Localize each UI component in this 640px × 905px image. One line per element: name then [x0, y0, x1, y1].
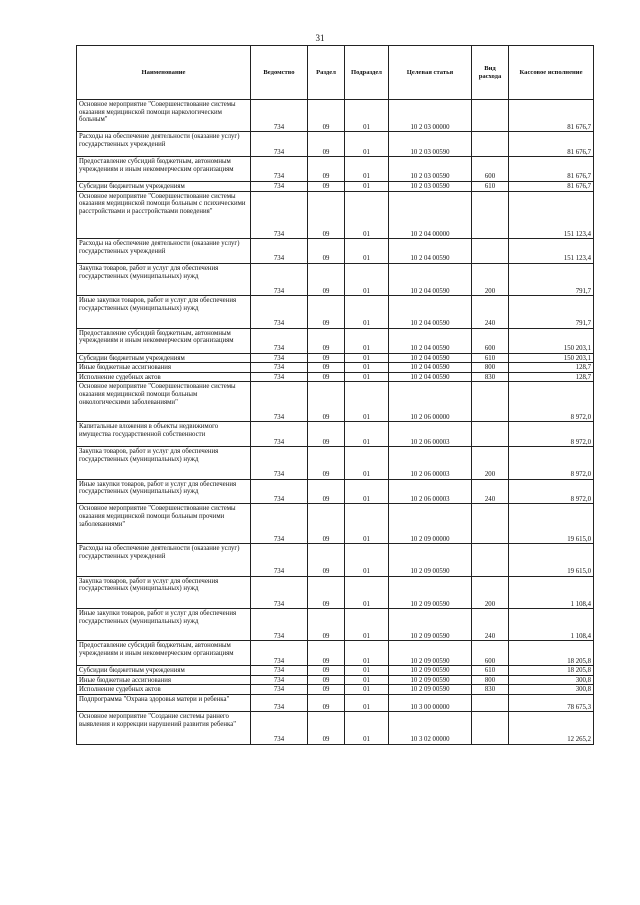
row-amount-cell: 81 676,7 [509, 100, 594, 132]
row-amount-cell: 19 615,0 [509, 504, 594, 544]
row-exp-type-cell: 610 [472, 353, 509, 363]
header-subsection: Подраздел [345, 46, 389, 100]
table-row [77, 328, 594, 353]
row-subsection-cell: 01 [345, 641, 389, 666]
row-amount-cell: 300,8 [509, 685, 594, 695]
row-target-cell: 10 2 04 00590 [389, 296, 472, 328]
table-row [77, 239, 594, 264]
table-row [77, 609, 594, 641]
table-row [77, 666, 594, 676]
row-section-cell: 09 [308, 685, 345, 695]
row-amount-cell: 791,7 [509, 263, 594, 295]
row-amount-cell: 8 972,0 [509, 447, 594, 479]
row-dept-cell: 734 [251, 328, 308, 353]
row-exp-type-cell: 600 [472, 641, 509, 666]
table-row [77, 576, 594, 608]
table-row [77, 422, 594, 447]
row-target-cell: 10 2 09 00590 [389, 576, 472, 608]
row-exp-type-cell: 610 [472, 666, 509, 676]
header-target: Целевая статья [389, 46, 472, 100]
row-section-cell: 09 [308, 382, 345, 422]
row-dept-cell: 734 [251, 695, 308, 712]
row-amount-cell: 128,7 [509, 372, 594, 382]
row-name-cell: Исполнение судебных актов [77, 372, 251, 382]
header-section: Раздел [308, 46, 345, 100]
row-dept-cell: 734 [251, 263, 308, 295]
row-dept-cell: 734 [251, 447, 308, 479]
row-section-cell: 09 [308, 544, 345, 576]
row-dept-cell: 734 [251, 382, 308, 422]
table-row [77, 479, 594, 504]
row-dept-cell: 734 [251, 239, 308, 264]
header-dept: Ведомство [251, 46, 308, 100]
row-name-cell: Иные бюджетные ассигнования [77, 675, 251, 685]
header-exp-type: Вид расхода [472, 46, 509, 100]
row-amount-cell: 81 676,7 [509, 132, 594, 157]
row-amount-cell: 8 972,0 [509, 382, 594, 422]
row-dept-cell: 734 [251, 100, 308, 132]
row-exp-type-cell [472, 504, 509, 544]
row-target-cell: 10 3 02 00000 [389, 712, 472, 744]
row-dept-cell: 734 [251, 296, 308, 328]
row-dept-cell: 734 [251, 181, 308, 191]
row-target-cell: 10 2 04 00590 [389, 328, 472, 353]
row-target-cell: 10 2 03 00000 [389, 100, 472, 132]
row-section-cell: 09 [308, 576, 345, 608]
row-amount-cell: 18 205,8 [509, 641, 594, 666]
row-subsection-cell: 01 [345, 157, 389, 182]
row-exp-type-cell [472, 544, 509, 576]
row-exp-type-cell: 240 [472, 296, 509, 328]
row-amount-cell: 12 265,2 [509, 712, 594, 744]
row-exp-type-cell [472, 422, 509, 447]
row-exp-type-cell [472, 132, 509, 157]
row-subsection-cell: 01 [345, 609, 389, 641]
row-subsection-cell: 01 [345, 382, 389, 422]
row-name-cell: Иные закупки товаров, работ и услуг для обеспечения государственных (муниципальных) нужд [77, 296, 251, 328]
row-target-cell: 10 2 09 00590 [389, 609, 472, 641]
table-row [77, 157, 594, 182]
row-subsection-cell: 01 [345, 544, 389, 576]
table-body [77, 100, 594, 745]
row-target-cell: 10 2 09 00590 [389, 641, 472, 666]
row-subsection-cell: 01 [345, 666, 389, 676]
row-name-cell: Закупка товаров, работ и услуг для обеспечения государственных (муниципальных) нужд [77, 263, 251, 295]
row-dept-cell: 734 [251, 422, 308, 447]
header-name: Наименование [77, 46, 251, 100]
row-section-cell: 09 [308, 712, 345, 744]
table-row [77, 191, 594, 239]
row-target-cell: 10 2 03 00590 [389, 132, 472, 157]
row-target-cell: 10 2 04 00590 [389, 263, 472, 295]
row-exp-type-cell: 240 [472, 479, 509, 504]
row-target-cell: 10 2 04 00590 [389, 239, 472, 264]
table-row [77, 544, 594, 576]
row-section-cell: 09 [308, 609, 345, 641]
row-section-cell: 09 [308, 447, 345, 479]
row-name-cell: Закупка товаров, работ и услуг для обеспечения государственных (муниципальных) нужд [77, 576, 251, 608]
row-exp-type-cell: 200 [472, 447, 509, 479]
row-name-cell: Иные закупки товаров, работ и услуг для обеспечения государственных (муниципальных) нужд [77, 479, 251, 504]
row-section-cell: 09 [308, 666, 345, 676]
row-subsection-cell: 01 [345, 504, 389, 544]
row-amount-cell: 151 123,4 [509, 239, 594, 264]
row-dept-cell: 734 [251, 504, 308, 544]
row-subsection-cell: 01 [345, 479, 389, 504]
row-section-cell: 09 [308, 328, 345, 353]
row-name-cell: Основное мероприятие "Совершенствование системы оказания медицинской помощи больным прочими заболеваниями" [77, 504, 251, 544]
row-subsection-cell: 01 [345, 181, 389, 191]
row-dept-cell: 734 [251, 685, 308, 695]
row-subsection-cell: 01 [345, 191, 389, 239]
row-name-cell: Иные закупки товаров, работ и услуг для обеспечения государственных (муниципальных) нужд [77, 609, 251, 641]
row-exp-type-cell [472, 100, 509, 132]
row-exp-type-cell: 200 [472, 576, 509, 608]
row-exp-type-cell: 830 [472, 685, 509, 695]
row-subsection-cell: 01 [345, 576, 389, 608]
row-subsection-cell: 01 [345, 363, 389, 373]
row-amount-cell: 18 205,8 [509, 666, 594, 676]
row-subsection-cell: 01 [345, 712, 389, 744]
row-dept-cell: 734 [251, 157, 308, 182]
row-target-cell: 10 2 03 00590 [389, 181, 472, 191]
row-dept-cell: 734 [251, 712, 308, 744]
row-exp-type-cell [472, 191, 509, 239]
row-exp-type-cell [472, 382, 509, 422]
row-target-cell: 10 2 09 00590 [389, 675, 472, 685]
row-subsection-cell: 01 [345, 675, 389, 685]
row-name-cell: Исполнение судебных актов [77, 685, 251, 695]
row-dept-cell: 734 [251, 544, 308, 576]
row-amount-cell: 791,7 [509, 296, 594, 328]
row-target-cell: 10 2 04 00590 [389, 363, 472, 373]
row-section-cell: 09 [308, 263, 345, 295]
row-subsection-cell: 01 [345, 328, 389, 353]
row-section-cell: 09 [308, 100, 345, 132]
row-name-cell: Основное мероприятие "Создание системы раннего выявления и коррекции нарушений развития ребенка" [77, 712, 251, 744]
row-name-cell: Подпрограмма "Охрана здоровья матери и ребенка" [77, 695, 251, 712]
table-row [77, 263, 594, 295]
row-amount-cell: 150 203,1 [509, 353, 594, 363]
row-amount-cell: 8 972,0 [509, 479, 594, 504]
row-target-cell: 10 2 09 00590 [389, 685, 472, 695]
row-amount-cell: 150 203,1 [509, 328, 594, 353]
row-name-cell: Субсидии бюджетным учреждениям [77, 666, 251, 676]
table-row [77, 100, 594, 132]
row-target-cell: 10 2 03 00590 [389, 157, 472, 182]
row-name-cell: Расходы на обеспечение деятельности (оказание услуг) государственных учреждений [77, 239, 251, 264]
row-name-cell: Основное мероприятие "Совершенствование системы оказания медицинской помощи больным с психическими расстройствами и расстройствами поведения" [77, 191, 251, 239]
row-name-cell: Расходы на обеспечение деятельности (оказание услуг) государственных учреждений [77, 132, 251, 157]
row-dept-cell: 734 [251, 353, 308, 363]
page-number: 31 [315, 33, 325, 43]
row-target-cell: 10 2 09 00000 [389, 504, 472, 544]
row-dept-cell: 734 [251, 641, 308, 666]
row-section-cell: 09 [308, 132, 345, 157]
row-dept-cell: 734 [251, 372, 308, 382]
row-target-cell: 10 2 06 00003 [389, 447, 472, 479]
row-dept-cell: 734 [251, 576, 308, 608]
header-amount: Кассовое исполнение [509, 46, 594, 100]
row-exp-type-cell: 800 [472, 363, 509, 373]
table-row [77, 296, 594, 328]
row-subsection-cell: 01 [345, 372, 389, 382]
budget-table [76, 45, 594, 745]
row-subsection-cell: 01 [345, 296, 389, 328]
table-row [77, 363, 594, 373]
table-row [77, 372, 594, 382]
row-section-cell: 09 [308, 695, 345, 712]
row-subsection-cell: 01 [345, 447, 389, 479]
row-name-cell: Субсидии бюджетным учреждениям [77, 353, 251, 363]
row-subsection-cell: 01 [345, 100, 389, 132]
row-dept-cell: 734 [251, 666, 308, 676]
row-section-cell: 09 [308, 675, 345, 685]
row-section-cell: 09 [308, 372, 345, 382]
row-exp-type-cell: 600 [472, 328, 509, 353]
row-section-cell: 09 [308, 363, 345, 373]
row-section-cell: 09 [308, 422, 345, 447]
row-exp-type-cell: 800 [472, 675, 509, 685]
row-dept-cell: 734 [251, 609, 308, 641]
table-row [77, 447, 594, 479]
row-name-cell: Предоставление субсидий бюджетным, автономным учреждениям и иным некоммерческим организациям [77, 641, 251, 666]
row-exp-type-cell: 600 [472, 157, 509, 182]
table-row [77, 712, 594, 744]
row-name-cell: Основное мероприятие "Совершенствование системы оказания медицинской помощи больным онкологическими заболеваниями" [77, 382, 251, 422]
row-name-cell: Капитальные вложения в объекты недвижимого имущества государственной собственности [77, 422, 251, 447]
row-subsection-cell: 01 [345, 263, 389, 295]
row-amount-cell: 81 676,7 [509, 157, 594, 182]
table-row [77, 382, 594, 422]
table-row [77, 132, 594, 157]
row-amount-cell: 78 675,3 [509, 695, 594, 712]
row-amount-cell: 1 108,4 [509, 609, 594, 641]
row-target-cell: 10 2 09 00590 [389, 544, 472, 576]
row-exp-type-cell: 610 [472, 181, 509, 191]
row-section-cell: 09 [308, 479, 345, 504]
row-name-cell: Субсидии бюджетным учреждениям [77, 181, 251, 191]
table-row [77, 641, 594, 666]
row-section-cell: 09 [308, 157, 345, 182]
row-name-cell: Предоставление субсидий бюджетным, автономным учреждениям и иным некоммерческим организациям [77, 157, 251, 182]
row-section-cell: 09 [308, 239, 345, 264]
row-subsection-cell: 01 [345, 353, 389, 363]
row-subsection-cell: 01 [345, 132, 389, 157]
row-amount-cell: 19 615,0 [509, 544, 594, 576]
row-target-cell: 10 2 04 00590 [389, 372, 472, 382]
row-dept-cell: 734 [251, 675, 308, 685]
row-name-cell: Предоставление субсидий бюджетным, автономным учреждениям и иным некоммерческим организациям [77, 328, 251, 353]
table-row [77, 695, 594, 712]
row-dept-cell: 734 [251, 191, 308, 239]
row-exp-type-cell: 240 [472, 609, 509, 641]
row-subsection-cell: 01 [345, 685, 389, 695]
row-name-cell: Расходы на обеспечение деятельности (оказание услуг) государственных учреждений [77, 544, 251, 576]
row-section-cell: 09 [308, 296, 345, 328]
row-target-cell: 10 2 04 00000 [389, 191, 472, 239]
row-section-cell: 09 [308, 504, 345, 544]
row-name-cell: Основное мероприятие "Совершенствование системы оказания медицинской помощи наркологическим больным" [77, 100, 251, 132]
row-section-cell: 09 [308, 181, 345, 191]
row-name-cell: Иные бюджетные ассигнования [77, 363, 251, 373]
table-row [77, 353, 594, 363]
row-dept-cell: 734 [251, 132, 308, 157]
table-row [77, 504, 594, 544]
row-amount-cell: 81 676,7 [509, 181, 594, 191]
row-dept-cell: 734 [251, 479, 308, 504]
row-exp-type-cell [472, 695, 509, 712]
row-amount-cell: 8 972,0 [509, 422, 594, 447]
row-exp-type-cell [472, 712, 509, 744]
row-section-cell: 09 [308, 641, 345, 666]
row-subsection-cell: 01 [345, 239, 389, 264]
row-exp-type-cell: 200 [472, 263, 509, 295]
row-section-cell: 09 [308, 353, 345, 363]
table-header-row [77, 46, 594, 100]
row-section-cell: 09 [308, 191, 345, 239]
row-amount-cell: 1 108,4 [509, 576, 594, 608]
row-exp-type-cell [472, 239, 509, 264]
row-target-cell: 10 2 06 00000 [389, 382, 472, 422]
row-name-cell: Закупка товаров, работ и услуг для обеспечения государственных (муниципальных) нужд [77, 447, 251, 479]
table-row [77, 685, 594, 695]
row-target-cell: 10 2 06 00003 [389, 422, 472, 447]
row-amount-cell: 128,7 [509, 363, 594, 373]
table-row [77, 675, 594, 685]
row-subsection-cell: 01 [345, 695, 389, 712]
row-amount-cell: 151 123,4 [509, 191, 594, 239]
row-target-cell: 10 2 09 00590 [389, 666, 472, 676]
row-exp-type-cell: 830 [472, 372, 509, 382]
row-subsection-cell: 01 [345, 422, 389, 447]
row-dept-cell: 734 [251, 363, 308, 373]
row-amount-cell: 300,8 [509, 675, 594, 685]
row-target-cell: 10 2 06 00003 [389, 479, 472, 504]
table-row [77, 181, 594, 191]
row-target-cell: 10 3 00 00000 [389, 695, 472, 712]
row-target-cell: 10 2 04 00590 [389, 353, 472, 363]
